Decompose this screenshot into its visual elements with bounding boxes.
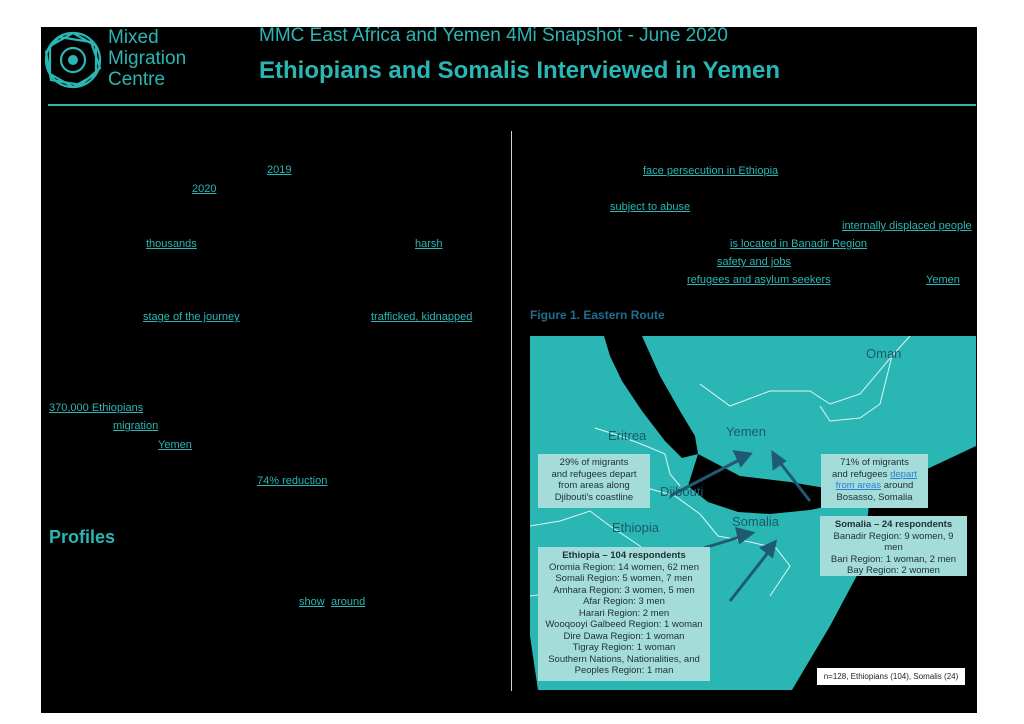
callout-somalia-line3	[825, 480, 924, 492]
ethiopia-box-line: Harari Region: 2 men	[578, 607, 670, 619]
link-face-persecution[interactable]: face persecution in Ethiopia	[643, 165, 779, 177]
callout-djibouti	[538, 454, 650, 508]
ethiopia-box-line: Dire Dawa Region: 1 woman	[563, 630, 685, 642]
link-74-reduction[interactable]: 74% reduction	[257, 475, 328, 487]
callout-djibouti-line: 29% of migrants	[559, 457, 629, 468]
logo-wordmark	[108, 27, 186, 90]
callout-somalia-line2	[825, 469, 924, 481]
callout-djibouti-line: Djibouti's coastline	[554, 491, 634, 503]
link-idp[interactable]: internally displaced people	[842, 220, 972, 232]
page-title: Ethiopians and Somalis Interviewed in Yemen	[259, 57, 781, 84]
sample-size-note: n=128, Ethiopians (104), Somalis (24)	[817, 668, 965, 685]
place-eritrea: Eritrea	[608, 428, 647, 443]
page-subtitle: MMC East Africa and Yemen 4Mi Snapshot - June 2020	[259, 27, 728, 46]
header-divider	[48, 104, 976, 106]
somalia-box-line: Bari Region: 1 woman, 2 men	[830, 553, 957, 565]
link-yemen-left[interactable]: Yemen	[158, 439, 192, 451]
link-from-areas[interactable]: from areas	[835, 480, 882, 491]
mmc-logo-emblem-icon	[41, 28, 105, 92]
page	[41, 27, 977, 713]
ethiopia-box-line: Southern Nations, Nationalities, and	[548, 653, 700, 665]
link-2020[interactable]: 2020	[192, 183, 217, 195]
link-refugees-asylum[interactable]: refugees and asylum seekers	[687, 274, 831, 286]
place-somalia: Somalia	[732, 514, 779, 529]
callout-somalia-line2-text: and refugees	[831, 468, 891, 480]
ethiopia-box-line: Tigray Region: 1 woman	[572, 642, 676, 653]
link-thousands[interactable]: thousands	[146, 238, 197, 250]
ethiopia-box-line: Oromia Region: 14 women, 62 men	[549, 561, 699, 573]
link-safety-jobs[interactable]: safety and jobs	[717, 256, 791, 268]
link-around[interactable]: around	[331, 596, 366, 608]
link-subject-to-abuse[interactable]: subject to abuse	[610, 201, 691, 213]
link-trafficked-kidnapped[interactable]: trafficked, kidnapped	[371, 311, 473, 323]
callout-somalia-line1: 71% of migrants	[840, 457, 909, 468]
link-show[interactable]: show	[299, 596, 325, 608]
ethiopia-box-heading: Ethiopia – 104 respondents	[562, 550, 686, 561]
somalia-box-line: Bay Region: 2 women	[847, 565, 940, 576]
somalia-box-heading: Somalia – 24 respondents	[834, 519, 953, 530]
link-harsh[interactable]: harsh	[415, 238, 443, 250]
place-djibouti: Djibouti	[660, 484, 704, 499]
link-migration[interactable]: migration	[113, 420, 159, 432]
logo-word-2: Migration	[108, 48, 187, 69]
link-2019[interactable]: 2019	[267, 164, 292, 176]
link-yemen-right[interactable]: Yemen	[926, 274, 960, 286]
somalia-box-line: Banadir Region: 9 women, 9 men	[833, 530, 954, 553]
callout-djibouti-line: from areas along	[558, 480, 630, 491]
somalia-respondents-box	[820, 516, 967, 576]
ethiopia-box-line: Wooqooyi Galbeed Region: 1 woman	[545, 619, 703, 630]
callout-somalia	[821, 454, 928, 508]
profiles-heading: Profiles	[49, 527, 116, 547]
ethiopia-box-line: Somali Region: 5 women, 7 men	[555, 573, 693, 584]
column-divider	[511, 131, 512, 691]
figure-title: Figure 1. Eastern Route	[530, 308, 665, 322]
callout-somalia-line3-text: around	[881, 480, 914, 491]
ethiopia-box-line: Amhara Region: 3 women, 5 men	[553, 584, 695, 596]
place-yemen: Yemen	[726, 424, 766, 439]
eastern-route-map	[530, 336, 976, 690]
link-depart[interactable]: depart	[890, 468, 918, 480]
callout-djibouti-line: and refugees depart	[551, 468, 637, 480]
logo-word-1: Mixed	[108, 27, 159, 48]
callout-somalia-line4: Bosasso, Somalia	[836, 491, 913, 503]
link-stage-of-journey[interactable]: stage of the journey	[143, 311, 240, 323]
place-oman: Oman	[866, 346, 902, 361]
mmc-logo	[41, 27, 241, 97]
link-370000-ethiopians[interactable]: 370,000 Ethiopians	[49, 402, 144, 414]
logo-word-3: Centre	[108, 69, 166, 90]
link-banadir-region[interactable]: is located in Banadir Region	[730, 238, 867, 250]
lake-shape	[530, 636, 538, 690]
ethiopia-box-line: Peoples Region: 1 man	[574, 665, 674, 676]
ethiopia-respondents-box	[538, 547, 710, 681]
ethiopia-box-line: Afar Region: 3 men	[583, 596, 665, 607]
place-ethiopia: Ethiopia	[612, 520, 659, 535]
